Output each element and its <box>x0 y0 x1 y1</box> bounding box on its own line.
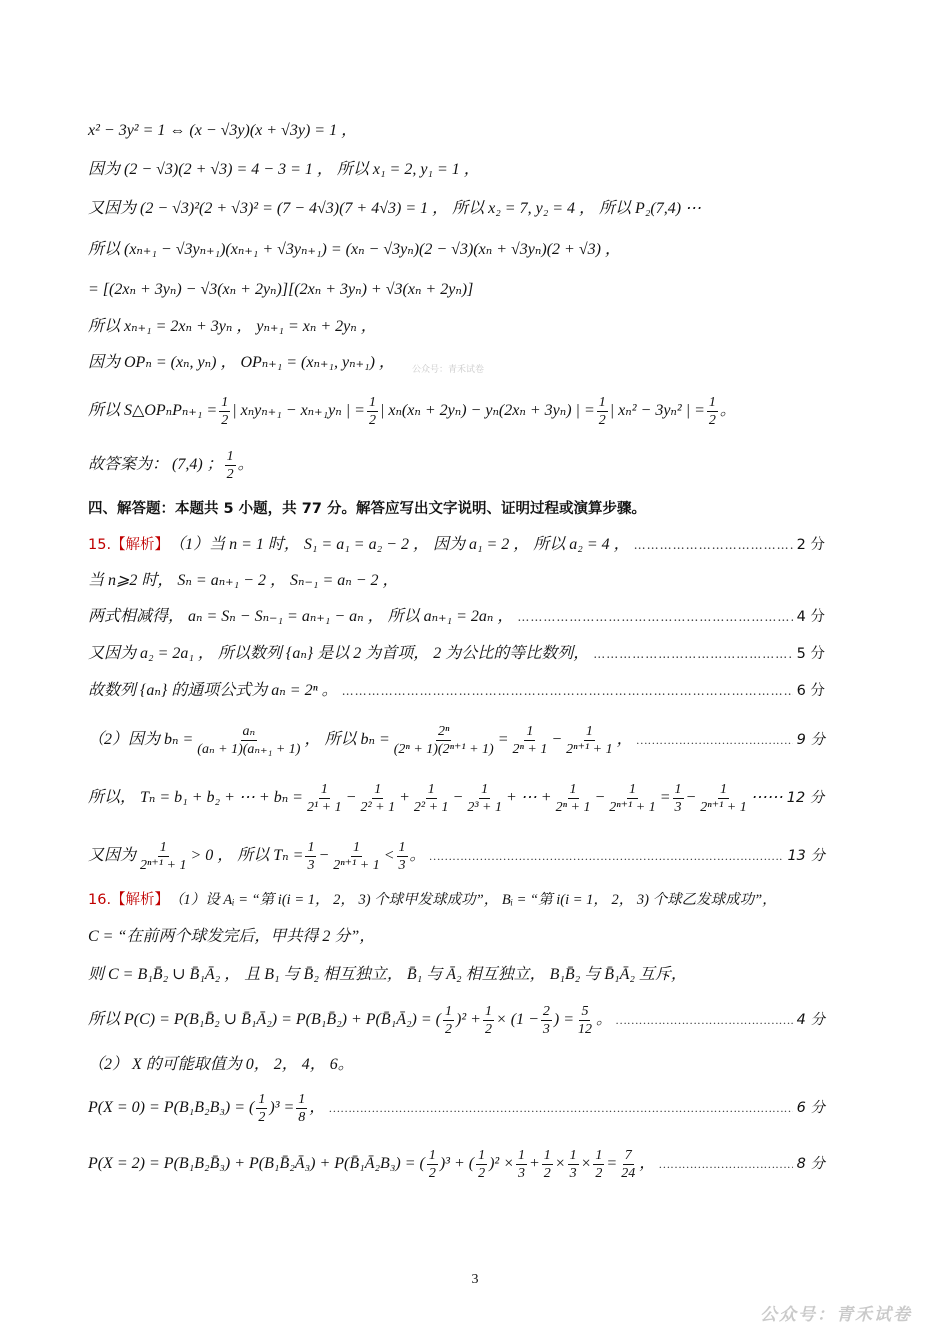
line-hyperbola: x² − 3y² = 1 ⇔ (x − √3y)(x + √3y) = 1 ， <box>88 122 358 139</box>
p15-line-4: 又因为 a₂ = 2a₁ ， 所以数列 {aₙ} 是以 2 为首项， 2 为公比的等比数列， …………………………………………………………………………………………………………………………………… 5 分 <box>88 643 825 665</box>
fraction: $\frac{1}{\text{2ⁿ⁺¹ + 1}}$ <box>333 839 380 873</box>
p15-line-3: 两式相减得， aₙ = Sₙ − Sₙ₋₁ = aₙ₊₁ − aₙ ， 所以 aₙ₊₁ = 2aₙ ， …………………………………………………………………………………………………………………………………… 4 分 <box>88 606 825 628</box>
fraction: $\frac{1}{2}$ <box>478 1147 486 1181</box>
p15-line-6: （2）因为 bₙ = $\frac{\text{aₙ}}{\text{(aₙ + 1)(aₙ₊₁ + 1)}}$ ， 所以 bₙ = $\frac{\text{2ⁿ}}{\text{(2ⁿ + 1)(2ⁿ⁺¹ + 1)}}$ = $\frac{1}{\text{2ⁿ + 1}}$ − $\frac{1}{\text{2ⁿ⁺¹ + 1}}$ ， …………………………………………………………………………………………………………………………………… 9 分 <box>88 718 825 762</box>
fraction: $\frac{1}{2}$ <box>708 394 716 428</box>
fraction: $\frac{1}{2}$ <box>226 448 234 482</box>
line-x2-y2: 又因为 (2 − √3)²(2 + √3)² = (7 − 4√3)(7 + 4√3) = 1 ， 所以 x₂ = 7, y₂ = 4 ， 所以 P₂(7,4) ⋯ <box>88 200 702 217</box>
fraction: $\frac{1}{8}$ <box>298 1091 306 1125</box>
p16-line-5: （2） X 的可能取值为 0， 2， 4， 6。 <box>88 1056 354 1073</box>
leader-dots <box>329 1097 792 1119</box>
fraction: $\frac{1}{3}$ <box>569 1147 577 1181</box>
line-vectors: 因为 OPₙ = (xₙ, yₙ) ， OPₙ₊₁ = (xₙ₊₁, yₙ₊₁) ， <box>88 354 395 371</box>
score: 4 分 <box>796 1012 825 1028</box>
leader-dots <box>593 643 792 665</box>
fraction: $\frac{1}{3}$ <box>307 839 315 873</box>
p15-line-5: 故数列 {aₙ} 的通项公式为 aₙ = 2ⁿ 。 …………………………………………………………………………………………………………………………………… 6 分 <box>88 680 825 702</box>
fraction: $\frac{1}{\text{2ⁿ⁺¹ + 1}}$ <box>140 839 187 873</box>
score: 5 分 <box>796 646 825 662</box>
fraction: $\frac{1}{2}$ <box>258 1091 266 1125</box>
score: 2 分 <box>796 537 825 553</box>
problem-number: 16.【解析】 <box>88 892 170 908</box>
fraction: $\frac{1}{2}$ <box>221 394 229 428</box>
fraction: $\frac{1}{3}$ <box>398 839 406 873</box>
fraction: $\frac{7}{24}$ <box>621 1147 636 1181</box>
p16-line-1: 16.【解析】 （1）设 Aᵢ = “第 i(i = 1， 2， 3) 个球甲发球成功”， Bᵢ = “第 i(i = 1， 2， 3) 个球乙发球成功”， <box>88 889 825 911</box>
fraction: $\frac{1}{2}$ <box>598 394 606 428</box>
fraction: $\frac{\text{aₙ}}{\text{(aₙ + 1)(aₙ₊₁ + 1)}}$ <box>197 723 301 757</box>
watermark-inline: 公众号：青禾试卷 <box>412 365 485 375</box>
leader-dots <box>659 1153 792 1175</box>
score: 6 分 <box>796 1100 825 1116</box>
fraction: $\frac{1}{\text{2ⁿ⁺¹ + 1}}$ <box>609 781 656 815</box>
leader-dots <box>616 1009 793 1031</box>
line-triangle-area: 所以 S△OPₙPₙ₊₁ = $\frac{1}{2}$ | xₙyₙ₊₁ − xₙ₊₁yₙ | = $\frac{1}{2}$ | xₙ(xₙ + 2yₙ) − yₙ(2xₙ + 3yₙ) | = $\frac{1}{2}$ | xₙ² − 3yₙ² | = $\frac{1}{2}$ 。 <box>88 394 736 428</box>
fraction: $\frac{1}{\text{2² + 1}}$ <box>360 781 396 815</box>
fraction: $\frac{1}{\text{2ⁿ + 1}}$ <box>512 723 548 757</box>
fraction: $\frac{1}{3}$ <box>674 781 682 815</box>
score: 13 分 <box>787 848 825 864</box>
fraction: $\frac{1}{2}$ <box>595 1147 603 1181</box>
fraction: $\frac{1}{\text{2³ + 1}}$ <box>467 781 502 815</box>
fraction: $\frac{2}{3}$ <box>542 1003 550 1037</box>
p16-line-7: P(X = 2) = P(B₁B₂B̄₃) + P(B₁B̄₂Ā₃) + P(B̄₁Ā₂B₃) = ( $\frac{1}{2}$ )³ + ( $\frac{1}{2}$ )² × $\frac{1}{3}$ + $\frac{1}{2}$ × $\frac{1}{3}$ × $\frac{1}{2}$ = $\frac{7}{24}$ ， …………………………………………………………………………………………………………………………………… 8 分 <box>88 1142 825 1186</box>
problem-number: 15.【解析】 <box>88 537 170 553</box>
line-recurrence-expand: = [(2xₙ + 3yₙ) − √3(xₙ + 2yₙ)][(2xₙ + 3yₙ) + √3(xₙ + 2yₙ)] <box>88 281 474 298</box>
line-recurrence-product: 所以 (xₙ₊₁ − √3yₙ₊₁)(xₙ₊₁ + √3yₙ₊₁) = (xₙ − √3yₙ)(2 − √3)(xₙ + √3yₙ)(2 + √3) ， <box>88 241 621 258</box>
p15-line-7: 所以， Tₙ = b₁ + b₂ + ⋯ + bₙ = $\frac{1}{\text{2¹ + 1}}$ − $\frac{1}{\text{2² + 1}}$ + $\frac{1}{\text{2² + 1}}$ − $\frac{1}{\text{2³ + 1}}$ + ⋯ + $\frac{1}{\text{2ⁿ + 1}}$ − $\frac{1}{\text{2ⁿ⁺¹ + 1}}$ = $\frac{1}{3}$ − $\frac{1}{\text{2ⁿ⁺¹ + 1}}$ ⋯⋯ 12 分 <box>88 781 825 815</box>
fraction: $\frac{1}{2}$ <box>484 1003 492 1037</box>
score: 8 分 <box>796 1156 825 1172</box>
fraction: $\frac{1}{2}$ <box>368 394 376 428</box>
leader-dots <box>517 606 792 628</box>
line-answer: 故答案为： (7,4) ； $\frac{1}{2}$ 。 <box>88 448 254 482</box>
section-heading: 四、解答题：本题共 5 小题，共 77 分。解答应写出文字说明、证明过程或演算步骤。 <box>88 501 646 517</box>
leader-dots <box>637 729 793 751</box>
score: 12 分 <box>786 790 825 806</box>
leader-dots <box>430 845 784 867</box>
p15-line-2: 当 n⩾2 时， Sₙ = aₙ₊₁ − 2 ， Sₙ₋₁ = aₙ − 2 ， <box>88 572 399 589</box>
line-recurrence-result: 所以 xₙ₊₁ = 2xₙ + 3yₙ ， yₙ₊₁ = xₙ + 2yₙ ， <box>88 318 377 335</box>
p15-line-1: 15.【解析】 （1）当 n = 1 时， S₁ = a₁ = a₂ − 2 ， 因为 a₁ = 2 ， 所以 a₂ = 4 ， …………………………………………………………………………………………………………………………………… 2 分 <box>88 534 825 556</box>
fraction: $\frac{1}{\text{2ⁿ + 1}}$ <box>555 781 591 815</box>
score: 6 分 <box>796 683 825 699</box>
fraction: $\frac{5}{12}$ <box>577 1003 592 1037</box>
fraction: $\frac{1}{2}$ <box>445 1003 453 1037</box>
fraction: $\frac{1}{\text{2¹ + 1}}$ <box>306 781 342 815</box>
p16-line-3: 则 C = B₁B̄₂ ∪ B̄₁Ā₂ ， 且 B₁ 与 B̄₂ 相互独立， B̄₁ 与 Ā₂ 相互独立， B₁B̄₂ 与 B̄₁Ā₂ 互斥， <box>88 966 687 983</box>
fraction: $\frac{1}{\text{2² + 1}}$ <box>413 781 449 815</box>
fraction: $\frac{1}{2}$ <box>428 1147 436 1181</box>
fraction: $\frac{1}{\text{2ⁿ⁺¹ + 1}}$ <box>566 723 613 757</box>
fraction: $\frac{1}{3}$ <box>518 1147 525 1181</box>
p16-line-2: C = “在前两个球发完后，甲共得 2 分”， <box>88 928 376 945</box>
watermark-corner: 公众号：青禾试卷 <box>760 1305 912 1325</box>
score: 4 分 <box>796 609 825 625</box>
fraction: $\frac{\text{2ⁿ}}{\text{(2ⁿ + 1)(2ⁿ⁺¹ + 1)}}$ <box>393 723 494 757</box>
score: 9 分 <box>796 732 825 748</box>
page-number: 3 <box>471 1272 479 1287</box>
leader-dots <box>634 534 793 556</box>
fraction: $\frac{1}{2}$ <box>543 1147 551 1181</box>
leader-dots <box>342 680 793 702</box>
fraction: $\frac{1}{\text{2ⁿ⁺¹ + 1}}$ <box>700 781 747 815</box>
p15-line-8: 又因为 $\frac{1}{\text{2ⁿ⁺¹ + 1}}$ > 0 ， 所以 Tₙ = $\frac{1}{3}$ − $\frac{1}{\text{2ⁿ⁺¹ + 1}}$ < $\frac{1}{3}$ 。 …………………………………………………………………………………………………………………………………… 13 分 <box>88 834 825 878</box>
p16-line-4: 所以 P(C) = P(B₁B̄₂ ∪ B̄₁Ā₂) = P(B₁B̄₂) + P(B̄₁Ā₂) = ( $\frac{1}{2}$ )² + $\frac{1}{2}$ × (1 − $\frac{2}{3}$ ) = $\frac{5}{12}$ 。 …………………………………………………………………………………………………………………………………… 4 分 <box>88 998 825 1042</box>
p16-line-6: P(X = 0) = P(B₁B₂B₃) = ( $\frac{1}{2}$ )³ = $\frac{1}{8}$ ， …………………………………………………………………………………………………………………………………… 6 分 <box>88 1086 825 1130</box>
line-x1-y1: 因为 (2 − √3)(2 + √3) = 4 − 3 = 1 ， 所以 x₁ = 2, y₁ = 1 ， <box>88 161 480 178</box>
